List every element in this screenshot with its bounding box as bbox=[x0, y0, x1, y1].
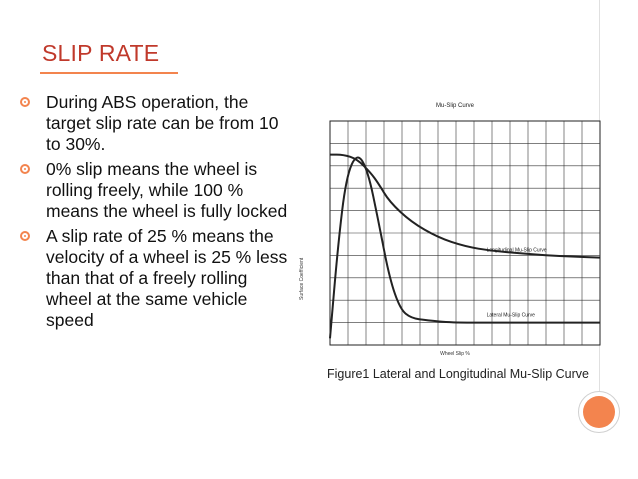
bullet-text: During ABS operation, the target slip rate can be from 10 to 30%. bbox=[46, 92, 279, 154]
chart-title: Mu-Slip Curve bbox=[435, 103, 474, 109]
bullet-ring-icon bbox=[20, 97, 30, 107]
bullet-list bbox=[20, 92, 295, 335]
longitudinal-curve-label: Longitudinal Mu-Slip Curve bbox=[486, 247, 547, 254]
chart-x-axis-label: Wheel Slip % bbox=[440, 351, 470, 357]
bullet-text: A slip rate of 25 % means the velocity of a wheel is 25 % less than that of a freely rolling wheel at the same vehicle speed bbox=[46, 226, 288, 330]
decorative-circle-icon bbox=[583, 396, 615, 428]
title-underline bbox=[40, 72, 178, 74]
figure-caption: Figure1 Lateral and Longitudinal Mu-Slip Curve bbox=[327, 367, 589, 381]
bullet-text: 0% slip means the wheel is rolling freely, while 100 % means the wheel is fully locked bbox=[46, 159, 288, 221]
mu-slip-chart bbox=[305, 95, 605, 355]
chart-y-axis-label: Surface Coefficient bbox=[299, 257, 305, 300]
slide-title: SLIP RATE bbox=[42, 40, 160, 66]
bullet-ring-icon bbox=[20, 231, 30, 241]
bullet-item bbox=[20, 226, 295, 331]
bullet-ring-icon bbox=[20, 164, 30, 174]
lateral-curve-label: Lateral Mu-Slip Curve bbox=[486, 312, 535, 319]
bullet-item bbox=[20, 92, 295, 155]
mu-slip-figure bbox=[299, 95, 605, 395]
bullet-item bbox=[20, 159, 295, 222]
